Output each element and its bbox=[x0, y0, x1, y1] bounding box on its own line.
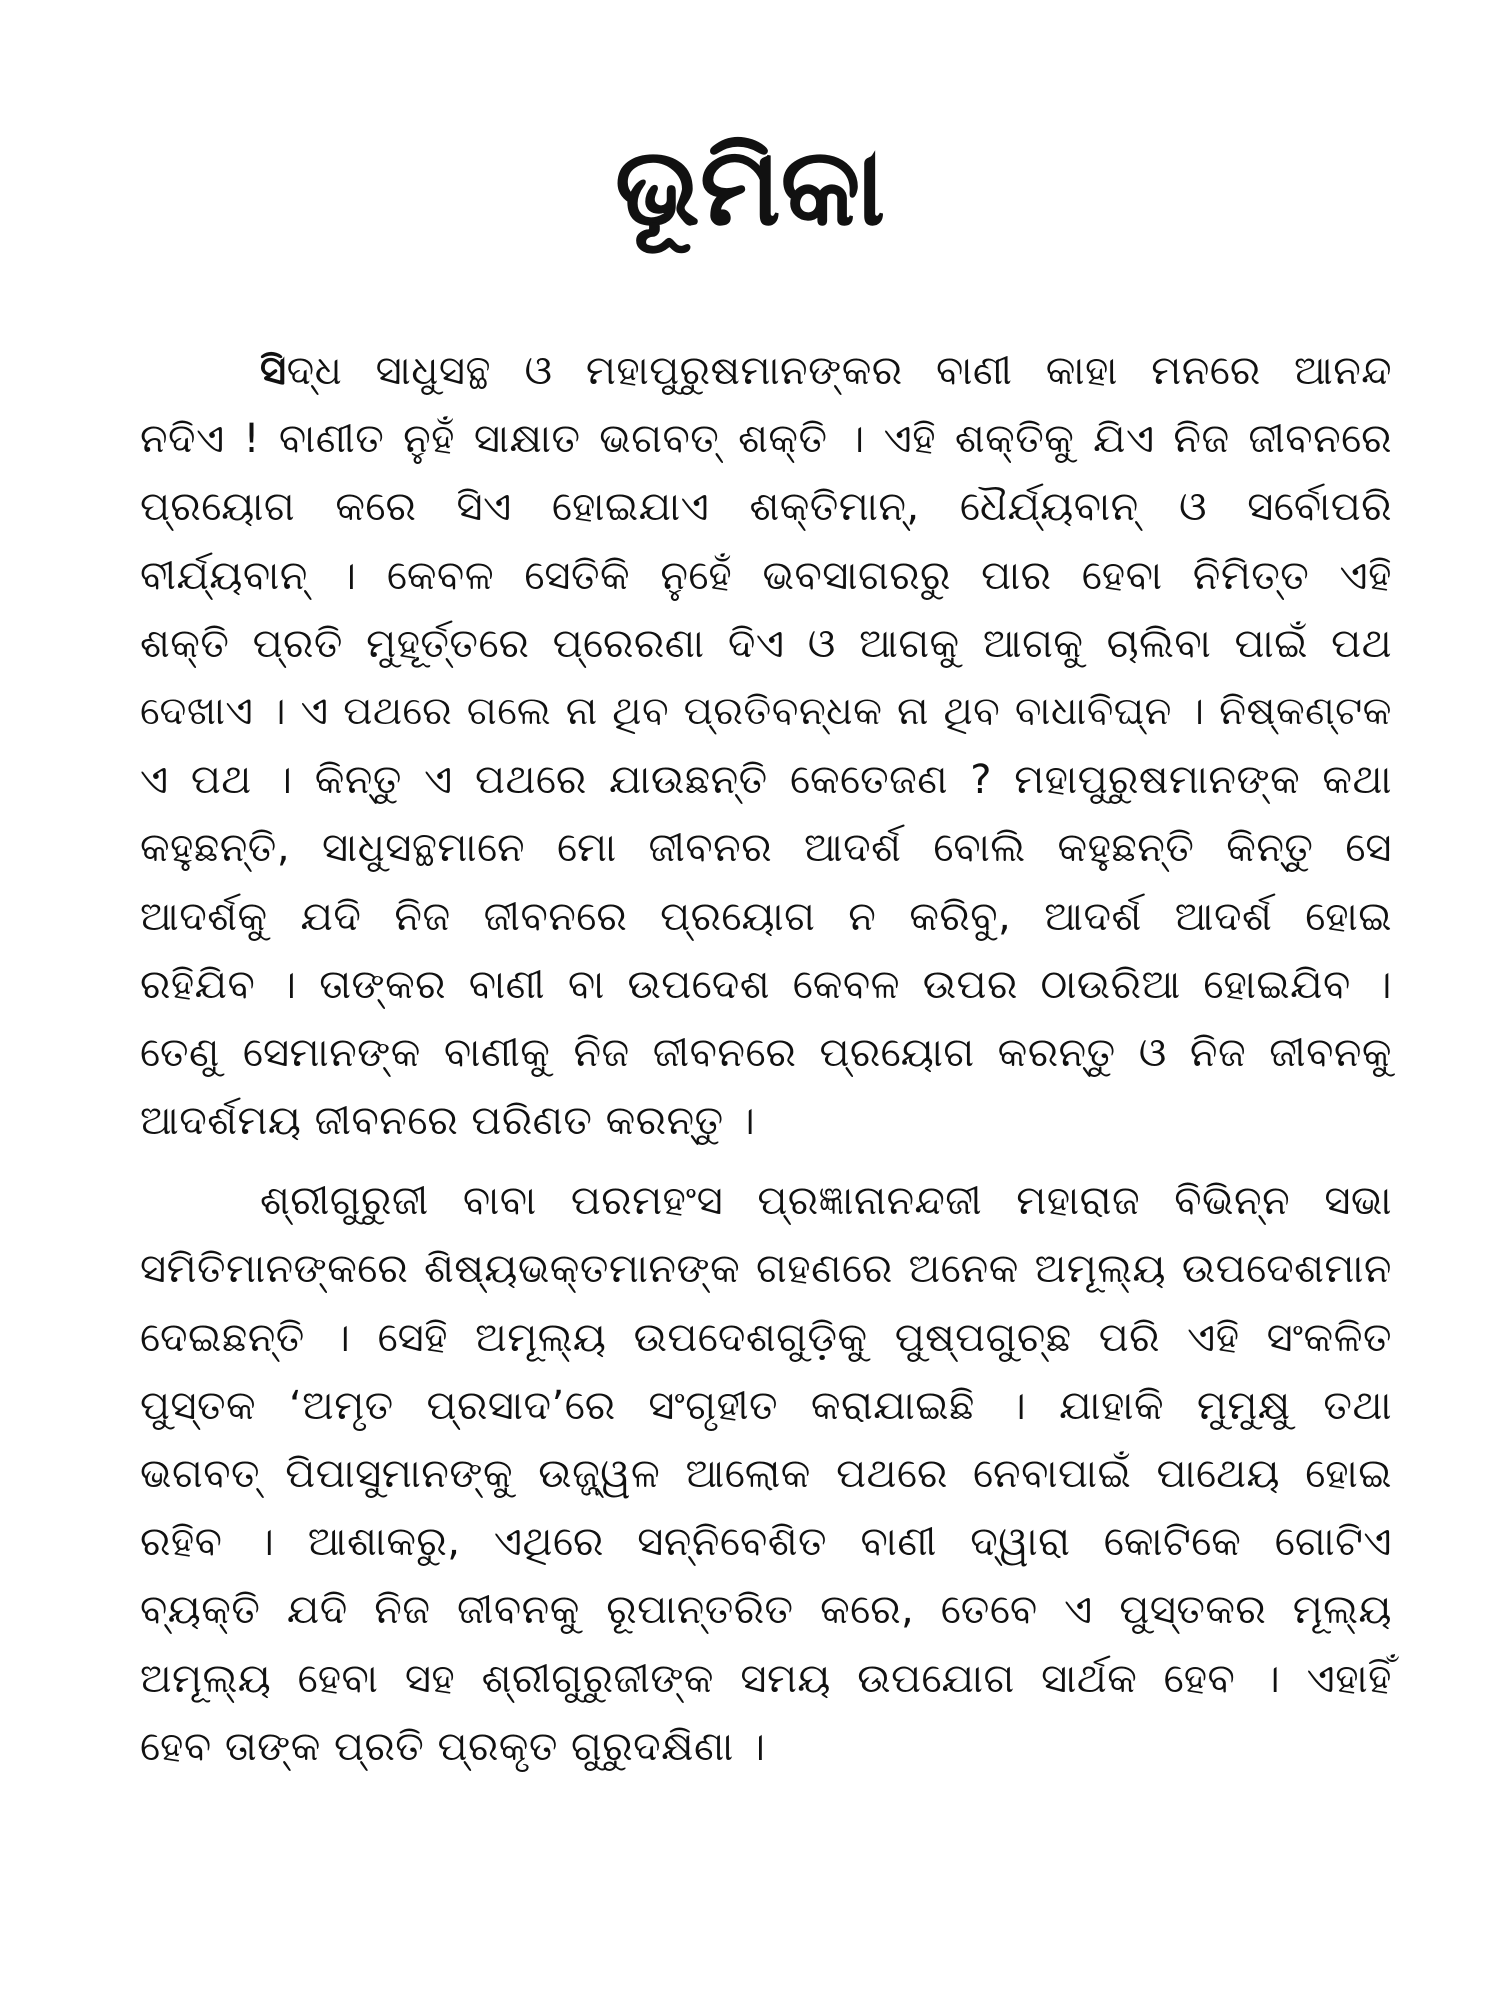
paragraph-line: ନଦିଏ ! ବାଣୀତ ନୁହଁ ସାକ୍ଷାତ ଭଗବତ୍ ଶକ୍ତି । ଏହି ଶକ୍ତିକୁ ଯିଏ ନିଜ ଜୀବନରେ bbox=[140, 416, 1392, 463]
paragraph-line: ଆଦର୍ଶକୁ ଯଦି ନିଜ ଜୀବନରେ ପ୍ରୟୋଗ ନ କରିବୁ, ଆଦର୍ଶ ଆଦର୍ଶ ହୋଇ bbox=[140, 893, 1392, 940]
paragraph-line: ତେଣୁ ସେମାନଙ୍କ ବାଣୀକୁ ନିଜ ଜୀବନରେ ପ୍ରୟୋଗ କରନ୍ତୁ ଓ ନିଜ ଜୀବନକୁ bbox=[140, 1029, 1392, 1076]
paragraph-line: ଏ ପଥ । କିନ୍ତୁ ଏ ପଥରେ ଯାଉଛନ୍ତି କେତେଜଣ ? ମହାପୁରୁଷମାନଙ୍କ କଥା bbox=[140, 757, 1392, 804]
paragraph-line: ବ୍ୟକ୍ତି ଯଦି ନିଜ ଜୀବନକୁ ରୂପାନ୍ତରିତ କରେ, ତେବେ ଏ ପୁସ୍ତକର ମୂଲ୍ୟ bbox=[140, 1587, 1392, 1634]
paragraph-line: ହେବ ତାଙ୍କ ପ୍ରତି ପ୍ରକୃତ ଗୁରୁଦକ୍ଷିଣା । bbox=[140, 1723, 766, 1770]
paragraph-line: ଶ୍ରୀଗୁରୁଜୀ ବାବା ପରମହଂସ ପ୍ରଜ୍ଞାନାନନ୍ଦଜୀ ମହାରାଜ ବିଭିନ୍ନ ସଭା bbox=[260, 1178, 1392, 1225]
paragraph-line: ଅମୂଲ୍ୟ ହେବା ସହ ଶ୍ରୀଗୁରୁଜୀଙ୍କ ସମୟ ଉପଯୋଗ ସାର୍ଥକ ହେବ । ଏହାହିଁ bbox=[140, 1655, 1392, 1702]
paragraph-line: ପ୍ରୟୋଗ କରେ ସିଏ ହୋଇଯାଏ ଶକ୍ତିମାନ୍, ଧୈର୍ଯ୍ୟବାନ୍ ଓ ସର୍ବୋପରି bbox=[140, 484, 1392, 531]
body-text bbox=[140, 337, 1392, 1781]
paragraph-line: ଭଗବତ୍ ପିପାସୁମାନଙ୍କୁ ଉଜ୍ଜ୍ୱଳ ଆଲୋକ ପଥରେ ନେବାପାଇଁ ପାଥେୟ ହୋଇ bbox=[140, 1451, 1392, 1497]
paragraph-line: ରହିଯିବ । ତାଙ୍କର ବାଣୀ ବା ଉପଦେଶ କେବଳ ଉପର ଠାଉରିଆ ହୋଇଯିବ । bbox=[140, 961, 1392, 1008]
paragraph-line: ଦେଖାଏ । ଏ ପଥରେ ଗଲେ ନା ଥିବ ପ୍ରତିବନ୍ଧକ ନା ଥିବ ବାଧାବିଘ୍ନ । ନିଷ୍କଣ୍ଟକ bbox=[140, 688, 1392, 734]
paragraph-2 bbox=[140, 1167, 1392, 1781]
paragraph-spacer bbox=[140, 1155, 1392, 1167]
paragraph-1 bbox=[140, 337, 1392, 1155]
paragraph-line: କହୁଛନ୍ତି, ସାଧୁସନ୍ଥମାନେ ମୋ ଜୀବନର ଆଦର୍ଶ ବୋଲି କହୁଛନ୍ତି କିନ୍ତୁ ସେ bbox=[140, 825, 1392, 872]
paragraph-line: ଦେଇଛନ୍ତି । ସେହି ଅମୂଲ୍ୟ ଉପଦେଶଗୁଡ଼ିକୁ ପୁଷ୍ପଗୁଚ୍ଛ ପରି ଏହି ସଂକଳିତ bbox=[140, 1314, 1392, 1361]
line-text: ଦ୍ଧ ସାଧୁସନ୍ଥ ଓ ମହାପୁରୁଷମାନଙ୍କର ବାଣୀ କାହା ମନରେ ଆନନ୍ଦ bbox=[286, 348, 1392, 394]
paragraph-line: ରହିବ । ଆଶାକରୁ, ଏଥିରେ ସନ୍ନିବେଶିତ ବାଣୀ ଦ୍ୱାରା କୋଟିକେ ଗୋଟିଏ bbox=[140, 1519, 1392, 1566]
paragraph-line: ଆଦର୍ଶମୟ ଜୀବନରେ ପରିଣତ କରନ୍ତୁ । bbox=[140, 1098, 756, 1145]
paragraph-line: ବୀର୍ଯ୍ୟବାନ୍ । କେବଳ ସେତିକି ନୁହେଁ ଭବସାଗରରୁ ପାର ହେବା ନିମିତ୍ତ ଏହି bbox=[140, 552, 1392, 599]
page-title: ଭୂମିକା bbox=[614, 125, 886, 250]
paragraph-line: ପୁସ୍ତକ ‘ଅମୃତ ପ୍ରସାଦ’ରେ ସଂଗୃହୀତ କରାଯାଇଛି । ଯାହାକି ମୁମୁକ୍ଷୁ ତଥା bbox=[140, 1382, 1392, 1429]
paragraph-line: ଶକ୍ତି ପ୍ରତି ମୁହୂର୍ତ୍ତରେ ପ୍ରେରଣା ଦିଏ ଓ ଆଗକୁ ଆଗକୁ ଚାଲିବା ପାଇଁ ପଥ bbox=[140, 620, 1392, 667]
paragraph-line: ସମିତିମାନଙ୍କରେ ଶିଷ୍ୟଭକ୍ତମାନଙ୍କ ଗହଣରେ ଅନେକ ଅମୂଲ୍ୟ ଉପଦେଶମାନ bbox=[140, 1246, 1392, 1293]
paragraph-line bbox=[140, 337, 1392, 405]
drop-lead: ସି bbox=[260, 348, 287, 394]
